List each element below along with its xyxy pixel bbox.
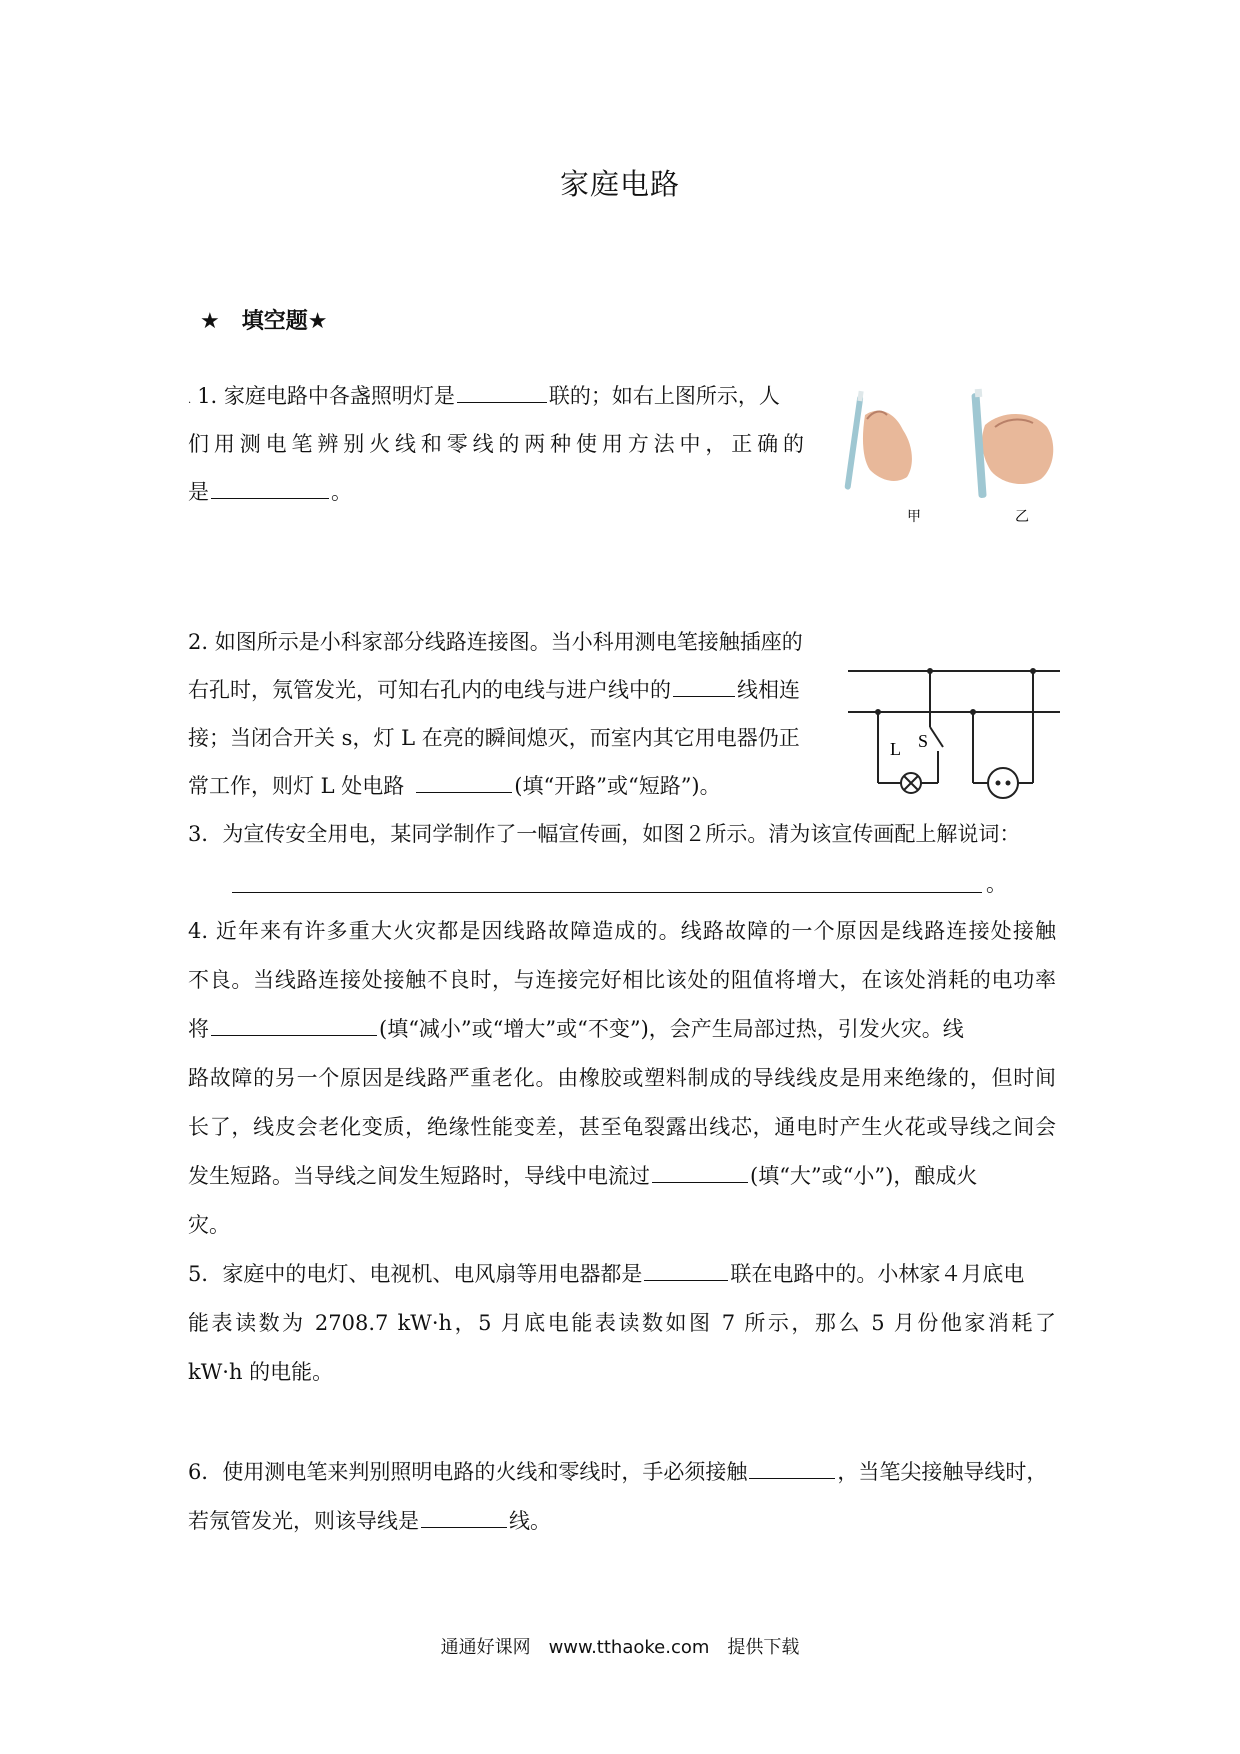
q2-line-3: 接；当闭合开关 s，灯 L 在亮的瞬间熄灭，而室内其它用电器仍正 xyxy=(188,726,800,750)
q6-blank-1[interactable] xyxy=(749,1458,835,1479)
q3-end: 。 xyxy=(986,872,1007,896)
q5-line-1 xyxy=(188,1260,1024,1288)
q6-line-1 xyxy=(188,1458,1047,1486)
socket xyxy=(988,768,1018,798)
circuit-svg xyxy=(848,655,1060,805)
q4-blank-2[interactable] xyxy=(652,1162,748,1183)
q4-text-c: 发生短路。当导线之间发生短路时，导线中电流过 xyxy=(188,1164,650,1188)
hand-right-icon xyxy=(971,389,1053,498)
label-l: L xyxy=(890,739,901,759)
q1-text-d: 。 xyxy=(331,480,352,504)
q1-text-c: 是 xyxy=(188,480,209,504)
q6-blank-2[interactable] xyxy=(421,1507,507,1528)
page-title: 家庭电路 xyxy=(559,167,680,201)
q1-line-1: . 1. 家庭电路中各盏照明灯是 联的；如右上图所示，人 xyxy=(188,384,780,408)
q4-line-5: 长了，线皮会老化变质，绝缘性能变差，甚至龟裂露出线芯，通电时产生火花或导线之间会 xyxy=(188,1115,1056,1139)
q1-text-a: 1. 家庭电路中各盏照明灯是 xyxy=(197,384,455,408)
q2-text-a: 右孔时，氖管发光，可知右孔内的电线与进户线中的 xyxy=(188,678,671,702)
q4-text-a: 将 xyxy=(188,1017,209,1041)
q4-line-6 xyxy=(188,1162,977,1190)
q4-line-4: 路故障的另一个原因是线路严重老化。由橡胶或塑料制成的导线线皮是用来绝缘的，但时间 xyxy=(188,1066,1056,1090)
q3-answer-line[interactable] xyxy=(232,892,982,893)
q6-line-2 xyxy=(188,1507,551,1535)
hand-left-icon xyxy=(844,391,912,490)
q6-text-b: ，当笔尖接触导线时， xyxy=(837,1460,1048,1484)
q6-text-d: 线。 xyxy=(509,1509,551,1533)
q4-blank-1[interactable] xyxy=(211,1015,377,1036)
q1-line-2: 们用测电笔辨别火线和零线的两种使用方法中，正确的 xyxy=(188,432,804,456)
footer-credit: 通通好课网 www.tthaoke.com 提供下载 xyxy=(440,1637,800,1658)
label-s: S xyxy=(918,731,929,751)
switch-s xyxy=(930,727,943,747)
q1-text-b: 联的；如右上图所示，人 xyxy=(548,384,780,408)
q5-text-a: 5．家庭中的电灯、电视机、电风扇等用电器都是 xyxy=(188,1262,643,1286)
circuit-diagram xyxy=(848,655,1060,805)
q3-line-1: 3．为宣传安全用电，某同学制作了一幅宣传画，如图２所示。清为该宣传画配上解说词： xyxy=(188,822,1021,846)
section-heading: ★ 填空题★ xyxy=(200,309,328,334)
q4-line-7: 灾。 xyxy=(188,1213,230,1237)
q6-text-c: 若氖管发光，则该导线是 xyxy=(188,1509,419,1533)
q2-blank-2[interactable] xyxy=(416,772,512,793)
q5-blank-1[interactable] xyxy=(644,1260,728,1281)
fig-label-jia: 甲 xyxy=(907,509,921,525)
q1-line-3 xyxy=(188,478,352,506)
fig-label-yi: 乙 xyxy=(1015,509,1029,525)
q1-blank-2[interactable] xyxy=(211,478,329,499)
q5-line-3: kW·h 的电能。 xyxy=(188,1360,334,1384)
q5-line-2: 能表读数为 2708.7 kW·h，5 月底电能表读数如图 7 所示，那么 5 月份他家消耗了 xyxy=(188,1311,1056,1335)
q4-line-3 xyxy=(188,1015,964,1043)
q2-text-b: 线相连 xyxy=(737,678,800,702)
test-pen-figure xyxy=(825,385,1075,530)
q6-text-a: 6．使用测电笔来判别照明电路的火线和零线时，手必须接触 xyxy=(188,1460,748,1484)
q2-line-1: 2. 如图所示是小科家部分线路连接图。当小科用测电笔接触插座的 xyxy=(188,630,803,654)
q1-blank-1[interactable] xyxy=(457,382,547,403)
q4-line-2: 不良。当线路连接处接触不良时，与连接完好相比该处的阻值将增大，在该处消耗的电功率 xyxy=(188,968,1056,992)
test-pen-illustration xyxy=(825,385,1075,530)
q2-line-4 xyxy=(188,772,721,800)
q2-blank-1[interactable] xyxy=(673,676,735,697)
q2-text-d: (填“开路”或“短路”)。 xyxy=(514,774,721,798)
q5-text-b: 联在电路中的。小林家４月底电 xyxy=(730,1262,1025,1286)
q4-line-1: 4. 近年来有许多重大火灾都是因线路故障造成的。线路故障的一个原因是线路连接处接触 xyxy=(188,919,1056,943)
q4-text-b: (填“减小”或“增大”或“不变”)，会产生局部过热，引发火灾。线 xyxy=(379,1017,964,1041)
q4-text-d: (填“大”或“小”)，酿成火 xyxy=(750,1164,978,1188)
q2-line-2 xyxy=(188,676,800,704)
q2-text-c: 常工作，则灯 L 处电路 xyxy=(188,774,405,798)
